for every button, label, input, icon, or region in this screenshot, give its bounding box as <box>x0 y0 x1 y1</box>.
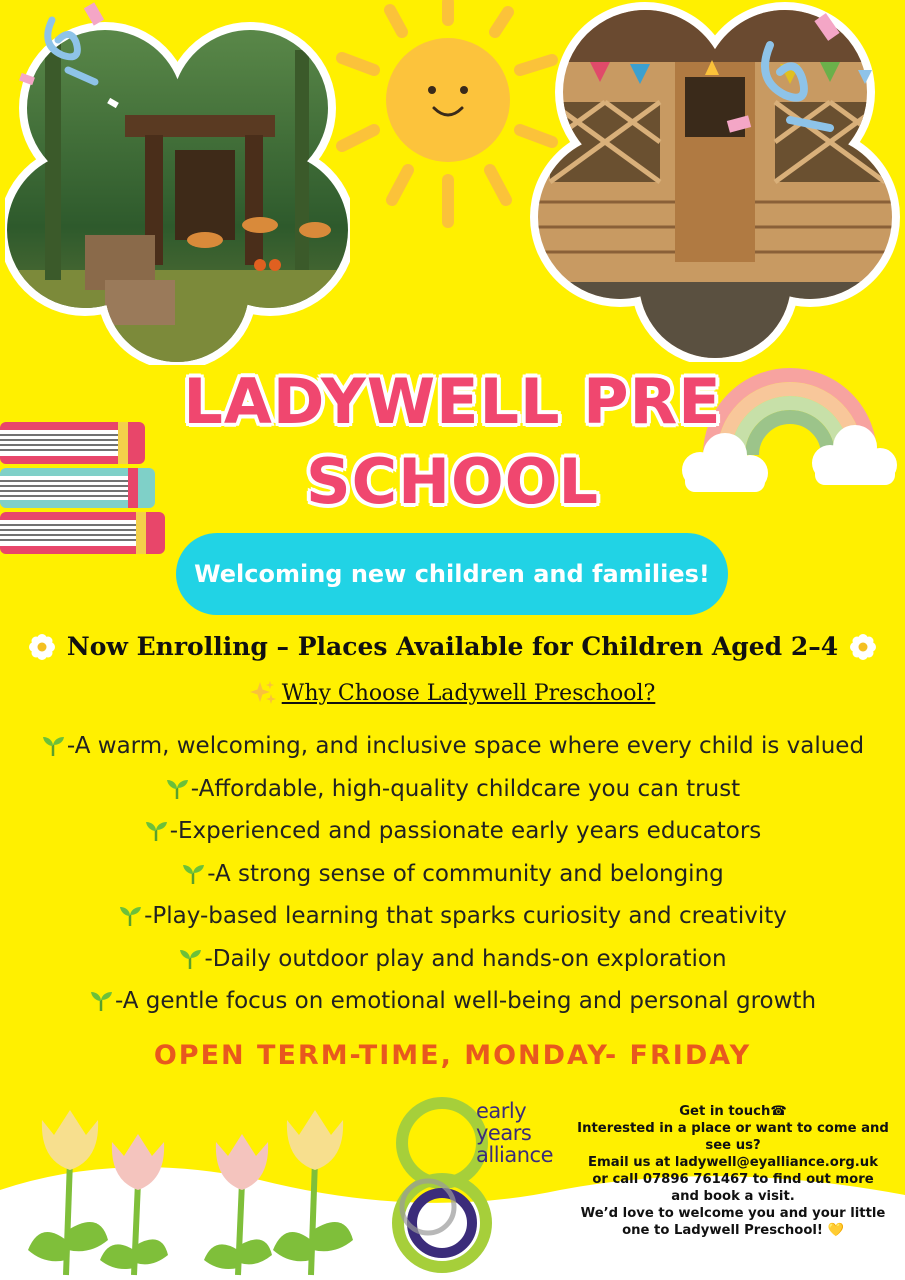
list-item <box>0 853 905 896</box>
feature-text: -Play-based learning that sparks curiosity and creativity <box>144 903 787 930</box>
sparkles-icon <box>250 680 276 706</box>
contact-line: one to Ladywell Preschool! 💛 <box>622 1223 844 1238</box>
contact-block <box>566 1103 900 1239</box>
seedling-icon <box>178 947 202 971</box>
feature-text: -Experienced and passionate early years educators <box>169 818 762 845</box>
seedling-icon <box>118 904 142 928</box>
feature-text: -Affordable, high-quality childcare you can trust <box>190 775 741 802</box>
seedling-icon <box>181 862 205 886</box>
list-item <box>0 980 905 1023</box>
early-years-alliance-wordmark <box>476 1100 553 1166</box>
seedling-icon <box>165 777 189 801</box>
title-line-2: SCHOOL <box>306 445 599 518</box>
features-list <box>0 725 905 1023</box>
contact-email-line: Email us at ladywell@eyalliance.org.uk <box>588 1155 878 1170</box>
confetti-decoration <box>0 0 905 380</box>
contact-line: and book a visit. <box>671 1189 795 1204</box>
why-choose-label: Why Choose Ladywell Preschool? <box>281 680 656 706</box>
list-item <box>0 938 905 981</box>
logo-line-3: alliance <box>476 1143 554 1167</box>
seedling-icon <box>144 819 168 843</box>
seedling-icon <box>89 989 113 1013</box>
why-choose-heading <box>0 680 905 706</box>
list-item <box>0 895 905 938</box>
welcome-banner-text: Welcoming new children and families! <box>194 560 710 588</box>
logo-line-1: early <box>476 1099 527 1123</box>
enrolling-line <box>0 632 905 661</box>
contact-heading: Get in touch☎ <box>679 1104 787 1119</box>
open-times: OPEN TERM-TIME, MONDAY- FRIDAY <box>153 1040 752 1071</box>
feature-text: -A gentle focus on emotional well-being and personal growth <box>114 988 817 1015</box>
contact-phone-line: or call 07896 761467 to find out more <box>592 1172 874 1187</box>
feature-text: -A warm, welcoming, and inclusive space where every child is valued <box>66 733 865 760</box>
contact-line: Interested in a place or want to come and <box>577 1121 889 1136</box>
list-item <box>0 810 905 853</box>
logo-line-2: years <box>476 1121 532 1145</box>
feature-text: -A strong sense of community and belonging <box>207 860 724 887</box>
list-item <box>0 725 905 768</box>
welcome-banner <box>176 533 728 615</box>
title-line-1: LADYWELL PRE <box>183 365 722 438</box>
contact-line: see us? <box>705 1138 761 1153</box>
list-item <box>0 768 905 811</box>
seedling-icon <box>41 734 65 758</box>
daisy-icon <box>29 634 55 660</box>
feature-text: -Daily outdoor play and hands-on exploration <box>204 945 727 972</box>
tulips-illustration <box>20 1100 365 1280</box>
enrolling-text: Now Enrolling – Places Available for Children Aged 2–4 <box>66 632 839 661</box>
daisy-icon <box>850 634 876 660</box>
contact-line: We’d love to welcome you and your little <box>580 1206 886 1221</box>
